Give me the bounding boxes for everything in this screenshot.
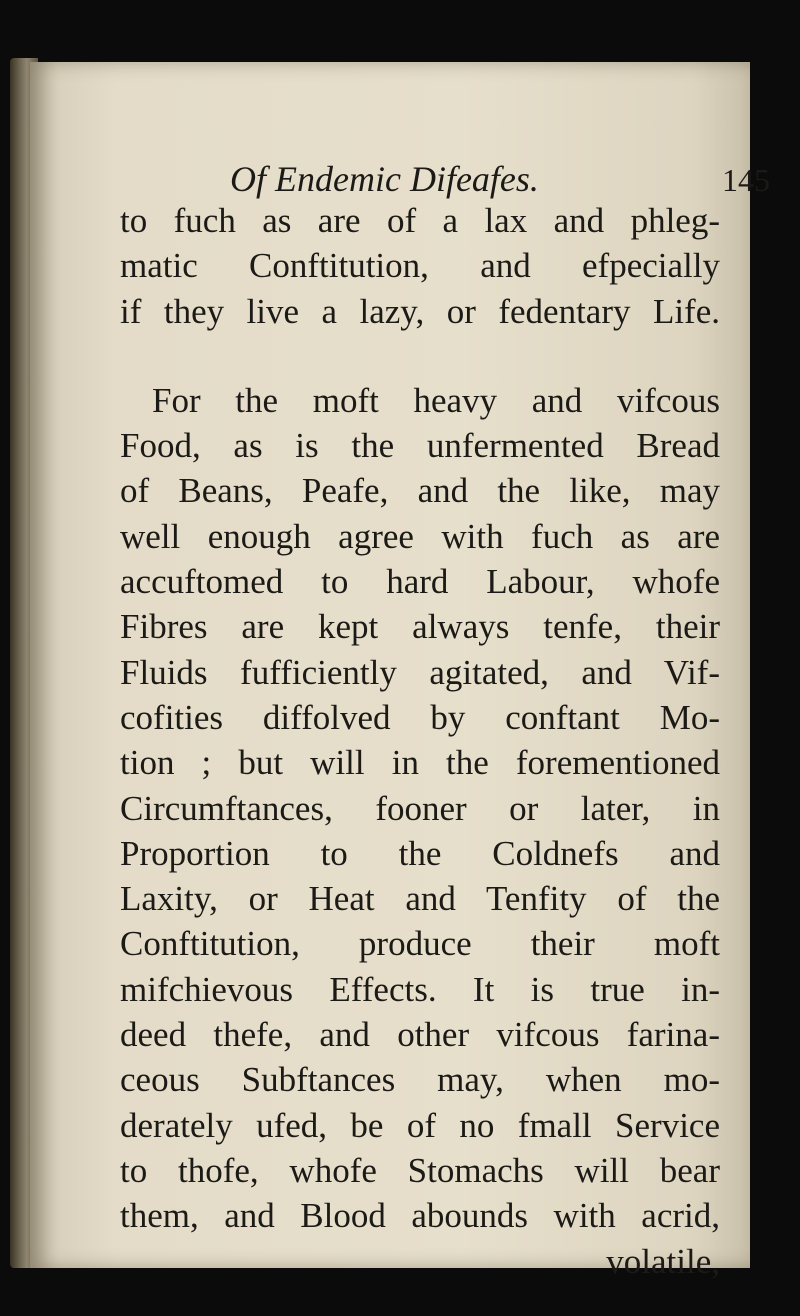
page-header bbox=[0, 158, 800, 198]
text-line: tion ; but will in the forementioned bbox=[120, 743, 720, 783]
text-line: of Beans, Peafe, and the like, may bbox=[120, 471, 720, 511]
text-line: ceous Subftances may, when mo- bbox=[120, 1060, 720, 1100]
paragraph-gap bbox=[120, 334, 720, 378]
text-line: mifchievous Effects. It is true in- bbox=[120, 969, 720, 1009]
running-title: Of Endemic Difeafes. bbox=[230, 159, 539, 199]
text-line: Fluids fufficiently agitated, and Vif- bbox=[120, 652, 720, 692]
text-line: matic Conftitution, and efpecially bbox=[120, 246, 720, 286]
body-text bbox=[120, 198, 720, 1284]
text-line: Food, as is the unfermented Bread bbox=[120, 426, 720, 466]
text-line: cofities diffolved by conftant Mo- bbox=[120, 697, 720, 737]
text-line: to fuch as are of a lax and phleg- bbox=[120, 201, 720, 240]
catchword: volatile, bbox=[606, 1241, 720, 1281]
text-line: derately ufed, be of no fmall Service bbox=[120, 1105, 720, 1145]
text-line: For the moft heavy and vifcous bbox=[152, 380, 720, 420]
text-line: accuftomed to hard Labour, whofe bbox=[120, 562, 720, 602]
page-number: 145 bbox=[722, 162, 770, 198]
text-line: Circumftances, fooner or later, in bbox=[120, 788, 720, 828]
paragraph-2 bbox=[120, 378, 720, 1239]
text-line: Conftitution, produce their moft bbox=[120, 924, 720, 964]
text-line: deed thefe, and other vifcous farina- bbox=[120, 1015, 720, 1055]
text-line: them, and Blood abounds with acrid, bbox=[120, 1196, 720, 1236]
text-line: if they live a lazy, or fedentary Life. bbox=[120, 291, 720, 331]
text-line: to thofe, whofe Stomachs will bear bbox=[120, 1150, 720, 1190]
text-line: Proportion to the Coldnefs and bbox=[120, 833, 720, 873]
text-line: well enough agree with fuch as are bbox=[120, 516, 720, 556]
text-line: Fibres are kept always tenfe, their bbox=[120, 607, 720, 647]
paragraph-1 bbox=[120, 198, 720, 334]
text-line: Laxity, or Heat and Tenfity of the bbox=[120, 879, 720, 919]
